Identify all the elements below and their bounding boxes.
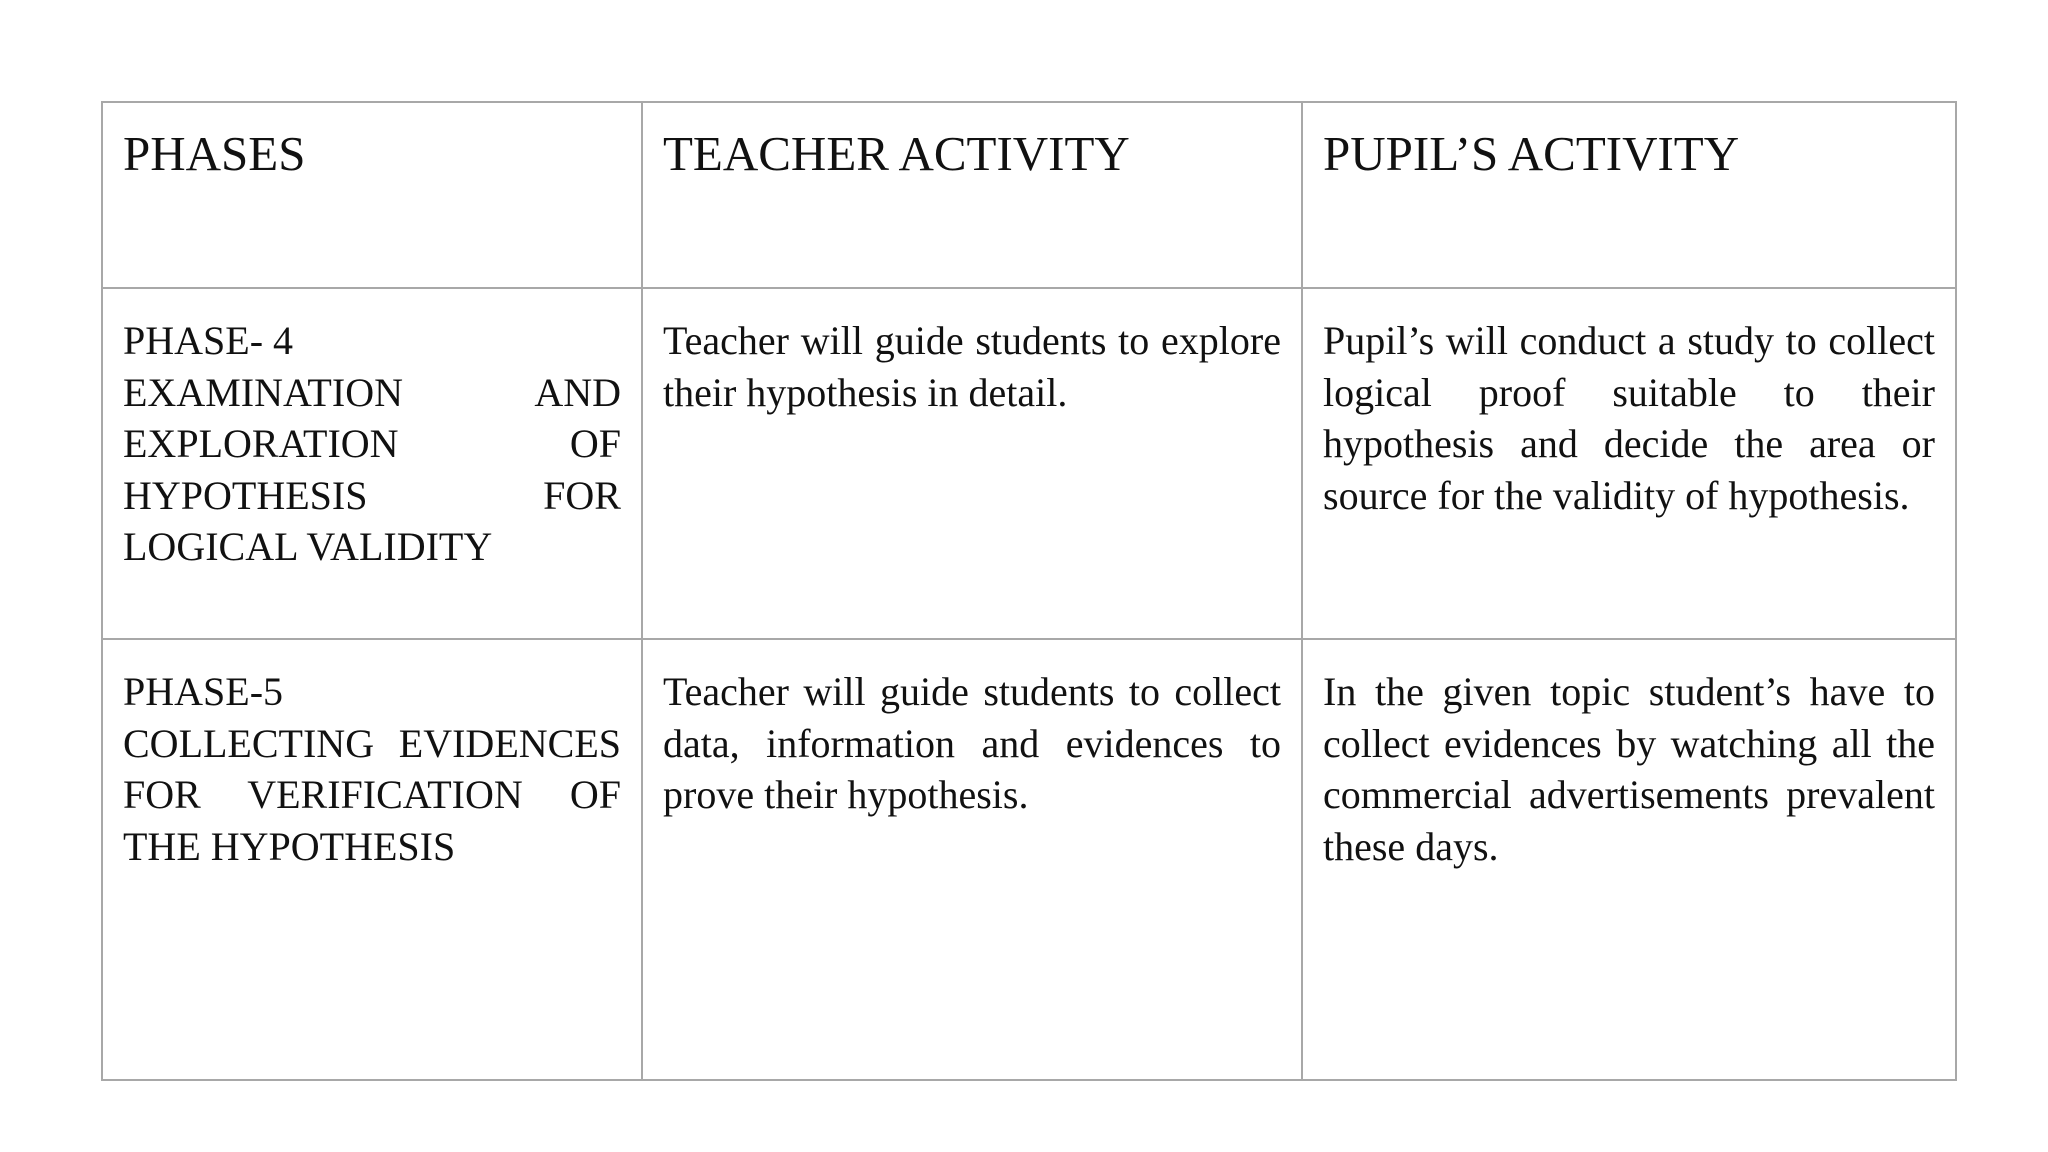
pupil-activity-text: In the given topic student’s have to collect evidences by watching all the commercial advertisements prevalent these days. — [1323, 669, 1935, 869]
pupil-activity-cell — [1302, 639, 1956, 1080]
phase-label: PHASE- 4 — [123, 318, 294, 363]
header-phases: PHASES — [102, 102, 642, 288]
header-pupil-activity: PUPIL’S ACTIVITY — [1302, 102, 1956, 288]
table-row — [102, 288, 1956, 639]
phase-name: COLLECTING EVIDENCES FOR VERIFICATION OF THE HYPOTHESIS — [123, 720, 621, 869]
phase-cell — [102, 639, 642, 1080]
table-header-row — [102, 102, 1956, 288]
table-row — [102, 639, 1956, 1080]
header-teacher-activity: TEACHER ACTIVITY — [642, 102, 1302, 288]
teacher-activity-cell — [642, 288, 1302, 639]
teacher-activity-cell — [642, 639, 1302, 1080]
teacher-activity-text: Teacher will guide students to collect data, information and evidences to prove their hypothesis. — [663, 669, 1281, 817]
phases-activity-table — [101, 101, 1957, 1081]
phase-label: PHASE-5 — [123, 669, 284, 714]
pupil-activity-text: Pupil’s will conduct a study to collect logical proof suitable to their hypothesis and decide the area or source for the validity of hypothesis. — [1323, 318, 1935, 518]
pupil-activity-cell — [1302, 288, 1956, 639]
phase-name: EXAMINATION AND EXPLORATION OF HYPOTHESIS FOR LOGICAL VALIDITY — [123, 369, 621, 569]
phase-cell — [102, 288, 642, 639]
teacher-activity-text: Teacher will guide students to explore their hypothesis in detail. — [663, 318, 1281, 415]
